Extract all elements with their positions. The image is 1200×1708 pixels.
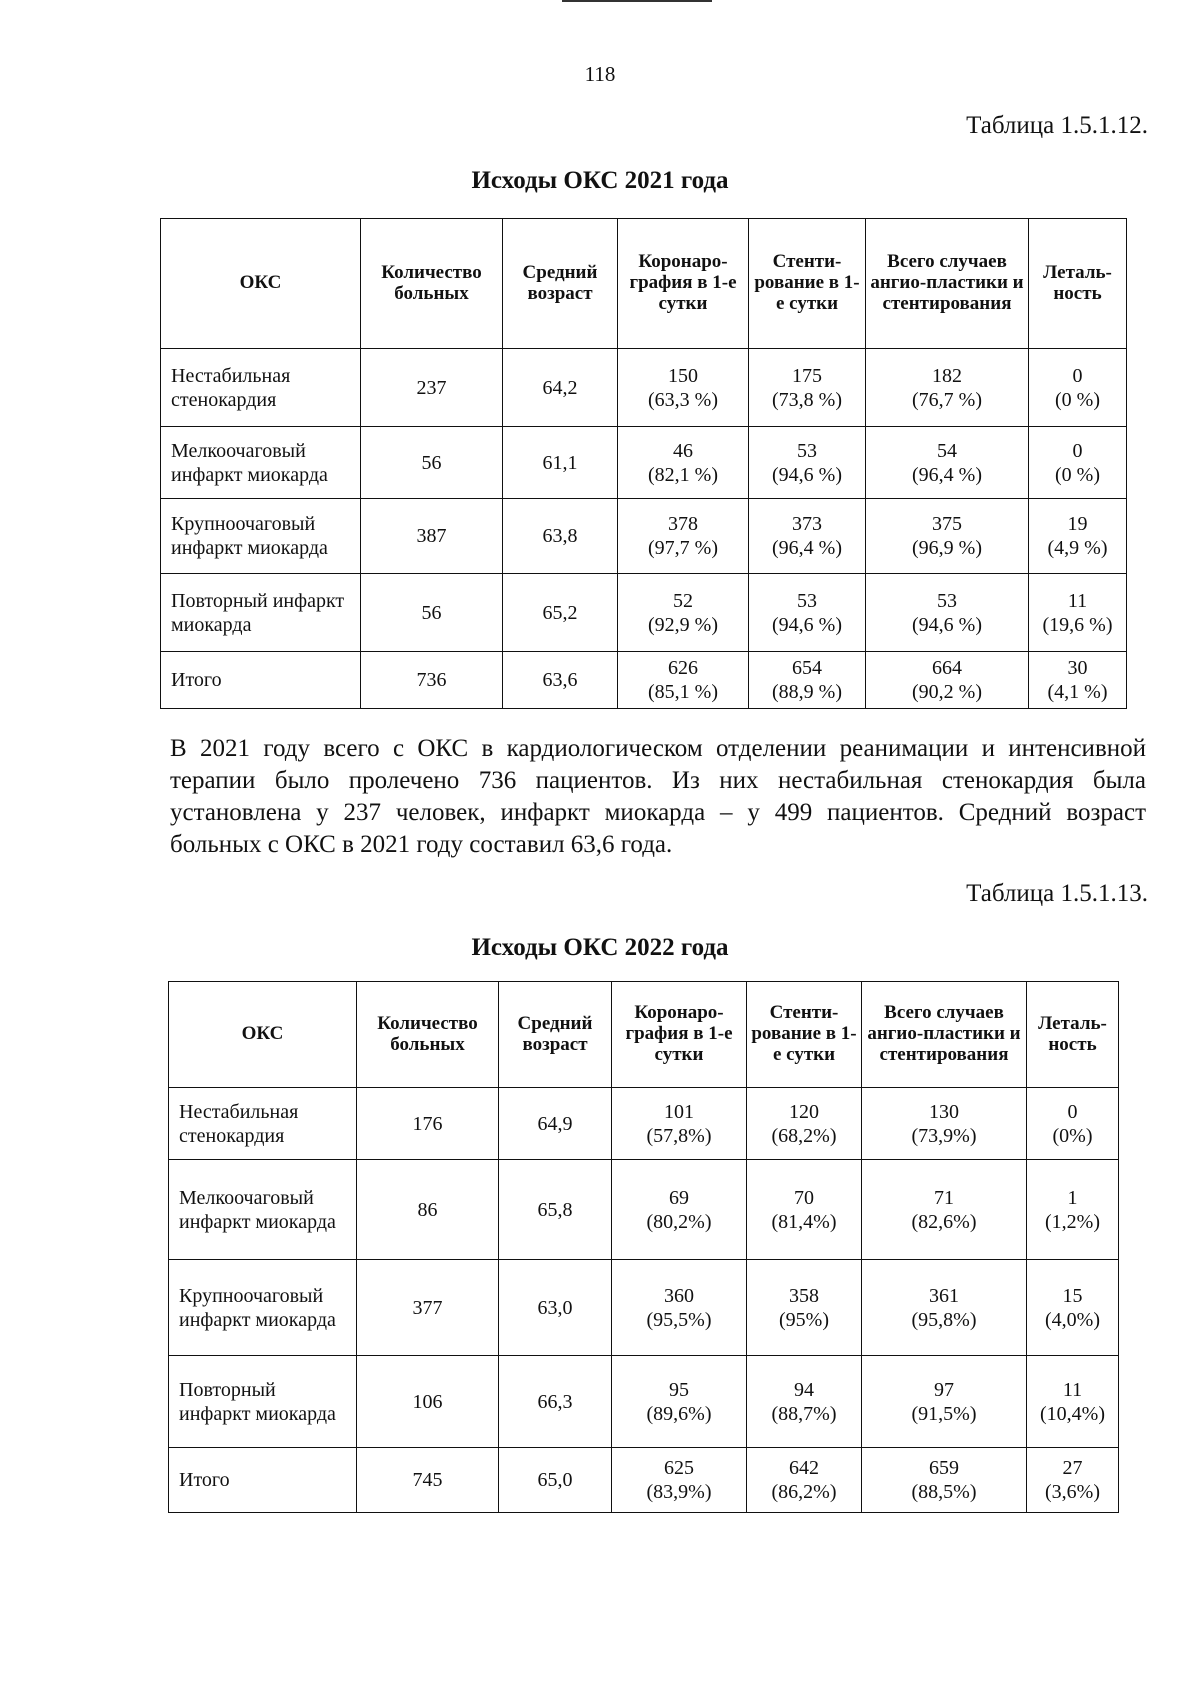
cell-patient-count: 86 [357,1160,499,1260]
cell-count-value: 11 [1067,589,1088,612]
cell-percent-value: (3,6%) [1045,1481,1100,1503]
cell-oks-type: Нестабильная стенокардия [169,1088,357,1160]
cell-count-value: 375 [932,513,962,535]
cell-percent-value: (94,6 %) [772,463,842,486]
cell-average-age: 65,8 [499,1160,612,1260]
cell-count-value: 659 [929,1457,959,1479]
cell-count-value: 53 [937,589,957,612]
cell-stenting [749,574,866,652]
cell-percent-value: (88,7%) [771,1402,837,1425]
cell-average-age: 61,1 [503,427,618,499]
cell-count-value: 53 [797,439,817,462]
cell-patient-count: 237 [361,349,503,427]
cell-percent-value: (83,9%) [646,1481,712,1503]
cell-percent-value: (63,3 %) [648,388,718,411]
table-row [169,1088,1119,1160]
cell-oks-type: Мелкоочаговый инфаркт миокарда [169,1160,357,1260]
cell-percent-value: (80,2%) [646,1210,712,1233]
cell-count-value: 71 [934,1186,954,1209]
cell-count-value: 1 [1067,1186,1078,1209]
cell-count-value: 97 [934,1378,954,1401]
cell-angioplasty-total [862,1088,1027,1160]
cell-stenting [749,652,866,709]
cell-count-value: 373 [792,513,822,535]
cell-percent-value: (88,5%) [911,1481,977,1503]
cell-oks-type: Итого [161,652,361,709]
cell-count-value: 46 [673,439,693,462]
table-header-row [169,982,1119,1088]
table-row [161,574,1127,652]
cell-count-value: 11 [1062,1378,1083,1401]
cell-percent-value: (94,6 %) [912,613,982,636]
cell-angioplasty-total [862,1260,1027,1356]
cell-oks-type: Крупноочаговый инфаркт миокарда [161,499,361,574]
cell-percent-value: (0 %) [1055,388,1100,411]
cell-count-value: 95 [669,1378,689,1401]
cell-stenting [747,1160,862,1260]
table-title-2022: Исходы ОКС 2022 года [471,934,729,961]
cell-count-value: 626 [668,657,698,679]
cell-stenting [749,349,866,427]
cell-coronarography [612,1088,747,1160]
cell-count-value: 30 [1067,657,1088,679]
cell-count-value: 15 [1062,1284,1083,1307]
cell-count-value: 69 [669,1186,689,1209]
cell-stenting [749,427,866,499]
cell-percent-value: (4,0%) [1045,1308,1100,1331]
cell-percent-value: (57,8%) [646,1124,712,1147]
header-lethality: Леталь-ность [1029,219,1127,349]
cell-count-value: 361 [929,1284,959,1307]
cell-percent-value: (4,1 %) [1047,681,1108,703]
cell-oks-type: Мелкоочаговый инфаркт миокарда [161,427,361,499]
cell-count-value: 19 [1067,513,1088,535]
table-row [169,1160,1119,1260]
cell-percent-value: (89,6%) [646,1402,712,1425]
table-row [161,499,1127,574]
cell-count-value: 53 [797,589,817,612]
cell-lethality [1027,1260,1119,1356]
header-oks: ОКС [169,982,357,1088]
cell-count-value: 358 [789,1284,819,1307]
cell-oks-type: Крупноочаговый инфаркт миокарда [169,1260,357,1356]
cell-coronarography [618,427,749,499]
header-average-age: Средний возраст [499,982,612,1088]
table-row [161,427,1127,499]
cell-percent-value: (4,9 %) [1047,537,1108,559]
cell-percent-value: (73,8 %) [772,388,842,411]
cell-lethality [1029,652,1127,709]
cell-patient-count: 176 [357,1088,499,1160]
cell-angioplasty-total [866,574,1029,652]
cell-percent-value: (85,1 %) [648,681,718,703]
cell-count-value: 182 [932,364,962,387]
cell-average-age: 65,0 [499,1448,612,1513]
cell-count-value: 360 [664,1284,694,1307]
cell-count-value: 130 [929,1100,959,1123]
header-stenting: Стенти-рование в 1-е сутки [747,982,862,1088]
cell-percent-value: (90,2 %) [912,681,982,703]
cell-percent-value: (94,6 %) [772,613,842,636]
cell-percent-value: (76,7 %) [912,388,982,411]
cell-lethality [1027,1088,1119,1160]
cell-coronarography [612,1356,747,1448]
table-title-2021: Исходы ОКС 2021 года [471,167,729,194]
cell-count-value: 120 [789,1100,819,1123]
cell-coronarography [618,499,749,574]
cell-angioplasty-total [866,499,1029,574]
cell-percent-value: (68,2%) [771,1124,837,1147]
cell-count-value: 150 [668,364,698,387]
cell-count-value: 175 [792,364,822,387]
cell-count-value: 664 [932,657,962,679]
cell-percent-value: (81,4%) [771,1210,837,1233]
outcomes-table-2022 [168,981,1119,1513]
table-row [169,1448,1119,1513]
table-row [169,1260,1119,1356]
cell-stenting [747,1260,862,1356]
cell-count-value: 101 [664,1100,694,1123]
cell-lethality [1029,349,1127,427]
table-row [169,1356,1119,1448]
cell-count-value: 642 [789,1457,819,1479]
cell-coronarography [612,1448,747,1513]
cell-angioplasty-total [866,652,1029,709]
cell-count-value: 54 [937,439,957,462]
cell-patient-count: 736 [361,652,503,709]
table-row [161,652,1127,709]
cell-average-age: 63,0 [499,1260,612,1356]
cell-patient-count: 106 [357,1356,499,1448]
cell-percent-value: (91,5%) [911,1402,977,1425]
cell-percent-value: (0%) [1052,1124,1093,1147]
cell-lethality [1027,1160,1119,1260]
cell-oks-type: Нестабильная стенокардия [161,349,361,427]
cell-patient-count: 377 [357,1260,499,1356]
cell-count-value: 52 [673,589,693,612]
table-caption-2022: Таблица 1.5.1.13. [966,880,1148,907]
cell-percent-value: (73,9%) [911,1124,977,1147]
cell-lethality [1029,427,1127,499]
cell-percent-value: (96,9 %) [912,537,982,559]
cell-angioplasty-total [862,1160,1027,1260]
cell-angioplasty-total [862,1448,1027,1513]
cell-average-age: 64,9 [499,1088,612,1160]
header-patient-count: Количество больных [361,219,503,349]
cell-stenting [747,1356,862,1448]
cell-stenting [747,1088,862,1160]
header-oks: ОКС [161,219,361,349]
cell-count-value: 654 [792,657,822,679]
header-coronarography: Коронаро-графия в 1-е сутки [612,982,747,1088]
cell-percent-value: (1,2%) [1045,1210,1100,1233]
cell-percent-value: (95%) [779,1308,829,1331]
header-patient-count: Количество больных [357,982,499,1088]
cell-patient-count: 56 [361,574,503,652]
page-number: 118 [584,62,616,86]
cell-count-value: 0 [1072,364,1083,387]
cell-oks-type: Повторный инфаркт миокарда [169,1356,357,1448]
cell-count-value: 378 [668,513,698,535]
cell-percent-value: (88,9 %) [772,681,842,703]
header-angioplasty-total: Всего случаев ангио-пластики и стентирования [866,219,1029,349]
cell-percent-value: (82,1 %) [648,463,718,486]
cell-lethality [1027,1448,1119,1513]
cell-percent-value: (96,4 %) [912,463,982,486]
cell-stenting [749,499,866,574]
cell-oks-type: Повторный инфаркт миокарда [161,574,361,652]
cell-percent-value: (86,2%) [771,1481,837,1503]
cell-percent-value: (95,8%) [911,1308,977,1331]
cell-coronarography [618,652,749,709]
cell-average-age: 63,8 [503,499,618,574]
cell-stenting [747,1448,862,1513]
cell-patient-count: 56 [361,427,503,499]
cell-count-value: 0 [1072,439,1083,462]
header-stenting: Стенти-рование в 1-е сутки [749,219,866,349]
cell-percent-value: (10,4%) [1040,1402,1105,1425]
summary-paragraph: В 2021 году всего с ОКС в кардиологическом отделении реанимации и интенсивной терапии было пролечено 736 пациентов. Из них нестабильная стенокардия была установлена у 237 человек, инфаркт миокарда – у 499 пациентов. Средний возраст больных с ОКС в 2021 году составил 63,6 года. [170,735,1146,858]
header-rule [562,0,712,2]
cell-count-value: 0 [1067,1100,1078,1123]
header-average-age: Средний возраст [503,219,618,349]
cell-average-age: 64,2 [503,349,618,427]
cell-count-value: 27 [1062,1457,1083,1479]
cell-patient-count: 745 [357,1448,499,1513]
cell-percent-value: (82,6%) [911,1210,977,1233]
cell-count-value: 94 [794,1378,814,1401]
cell-count-value: 625 [664,1457,694,1479]
header-coronarography: Коронаро-графия в 1-е сутки [618,219,749,349]
cell-percent-value: (0 %) [1055,463,1100,486]
cell-average-age: 65,2 [503,574,618,652]
cell-coronarography [612,1260,747,1356]
cell-lethality [1029,574,1127,652]
cell-coronarography [612,1160,747,1260]
outcomes-table-2021 [160,218,1127,709]
cell-average-age: 66,3 [499,1356,612,1448]
cell-oks-type: Итого [169,1448,357,1513]
table-row [161,349,1127,427]
cell-coronarography [618,349,749,427]
cell-percent-value: (19,6 %) [1042,613,1113,636]
cell-average-age: 63,6 [503,652,618,709]
cell-count-value: 70 [794,1186,814,1209]
cell-angioplasty-total [862,1356,1027,1448]
cell-percent-value: (96,4 %) [772,537,842,559]
header-lethality: Леталь-ность [1027,982,1119,1088]
cell-percent-value: (97,7 %) [648,537,718,559]
cell-patient-count: 387 [361,499,503,574]
cell-coronarography [618,574,749,652]
cell-percent-value: (95,5%) [646,1308,712,1331]
cell-percent-value: (92,9 %) [648,613,718,636]
cell-angioplasty-total [866,349,1029,427]
cell-lethality [1027,1356,1119,1448]
cell-lethality [1029,499,1127,574]
table-header-row [161,219,1127,349]
table-caption-2021: Таблица 1.5.1.12. [966,112,1148,139]
cell-angioplasty-total [866,427,1029,499]
header-angioplasty-total: Всего случаев ангио-пластики и стентирования [862,982,1027,1088]
